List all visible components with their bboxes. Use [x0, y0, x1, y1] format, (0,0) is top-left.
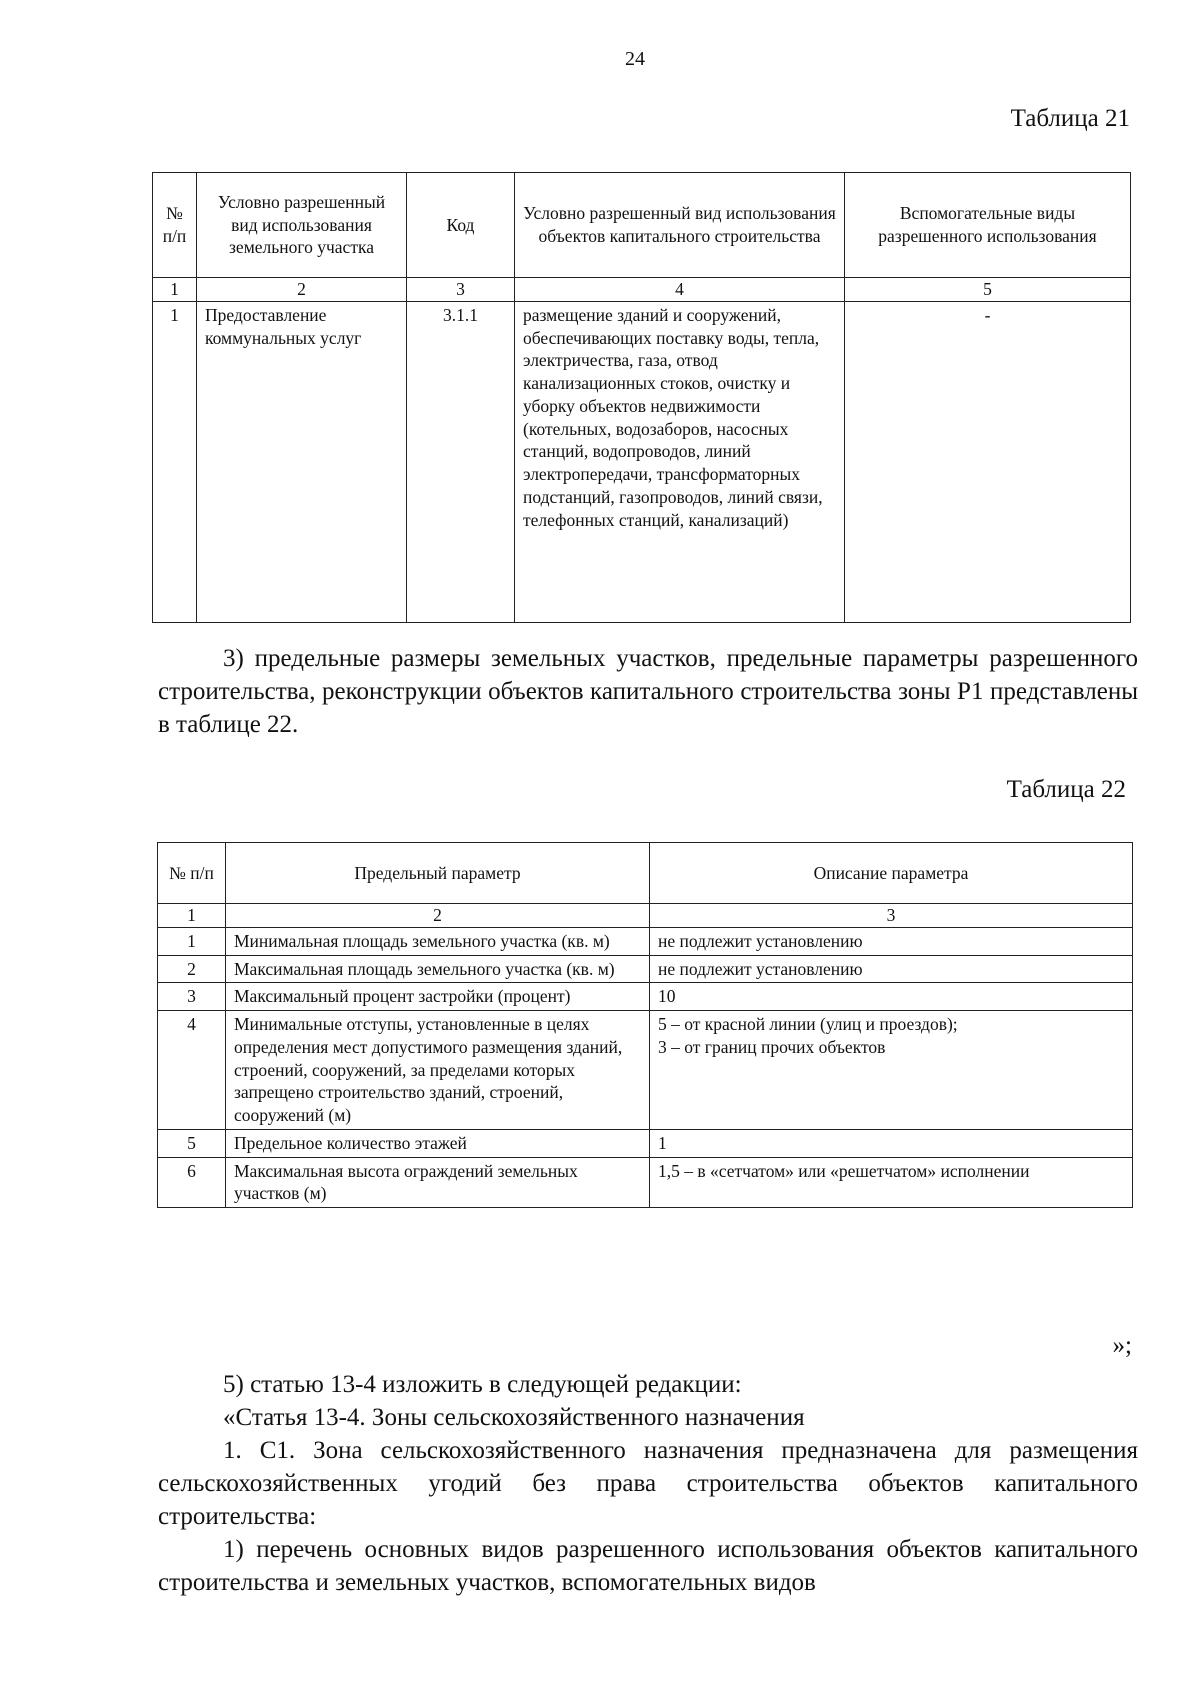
closing-quote: »; — [1112, 1332, 1132, 1359]
land-use-cell: Предоставление коммунальных услуг — [197, 301, 407, 622]
paragraph-article-statement: 5) статью 13-4 изложить в следующей редакции: — [223, 1371, 742, 1398]
table-row — [158, 927, 1133, 955]
column-number: 5 — [845, 278, 1131, 302]
paragraph-zone-limits: 3) предельные размеры земельных участков, предельные параметры разрешенного строительства, реконструкции объектов капитального строительства зоны Р1 представлены в таблице 22. — [158, 645, 1138, 738]
code-cell: 3.1.1 — [407, 301, 515, 622]
desc-cell: 1,5 – в «сетчатом» или «решетчатом» исполнении — [650, 1157, 1133, 1208]
column-number: 4 — [515, 278, 845, 302]
header-cell: Условно разрешенный вид использования земельного участка — [197, 173, 407, 278]
table-row — [158, 1129, 1133, 1157]
desc-cell: не подлежит установлению — [650, 927, 1133, 955]
table-header-row — [158, 843, 1133, 904]
param-cell: Минимальная площадь земельного участка (кв. м) — [226, 927, 650, 955]
capital-use-cell: размещение зданий и сооружений, обеспечивающих поставку воды, тепла, электричества, газа, отвод канализационных стоков, очистку и уборку объектов недвижимости (котельных, водозаборов, насосных станций, водопроводов, линий электропередачи, трансформаторных подстанций, газопроводов, линий связи, телефонных станций, канализаций) — [515, 301, 845, 622]
row-number: 2 — [158, 955, 226, 983]
column-number: 1 — [158, 904, 226, 928]
desc-cell — [650, 1011, 1133, 1130]
param-cell: Предельное количество этажей — [226, 1129, 650, 1157]
header-cell: Предельный параметр — [226, 843, 650, 904]
header-cell: Условно разрешенный вид использования объектов капитального строительства — [515, 173, 845, 278]
row-number: 3 — [158, 983, 226, 1011]
paragraph-zone-c1: 1. С1. Зона сельскохозяйственного назначения предназначена для размещения сельскохозяйственных угодий без права строительства объектов капитального строительства: — [158, 1437, 1138, 1530]
paragraph-article-title: «Статья 13-4. Зоны сельскохозяйственного назначения — [223, 1404, 805, 1431]
auxiliary-cell: - — [845, 301, 1131, 622]
paragraph-permitted-uses: 1) перечень основных видов разрешенного использования объектов капитального строительства и земельных участков, вспомогательных видов — [158, 1536, 1138, 1596]
table-row — [158, 955, 1133, 983]
column-number: 3 — [407, 278, 515, 302]
param-cell: Максимальная высота ограждений земельных участков (м) — [226, 1157, 650, 1208]
page-number: 24 — [625, 48, 645, 70]
column-number-row — [153, 278, 1131, 302]
row-number: 4 — [158, 1011, 226, 1130]
table-21-caption: Таблица 21 — [1010, 105, 1130, 132]
header-cell: № п/п — [153, 173, 197, 278]
desc-cell: 10 — [650, 983, 1133, 1011]
table-22 — [157, 842, 1133, 1208]
header-cell: Описание параметра — [650, 843, 1133, 904]
column-number-row — [158, 904, 1133, 928]
header-cell: Код — [407, 173, 515, 278]
table-row — [158, 983, 1133, 1011]
desc-cell: 1 — [650, 1129, 1133, 1157]
row-number: 1 — [158, 927, 226, 955]
table-22-caption: Таблица 22 — [1006, 776, 1126, 803]
header-cell: № п/п — [158, 843, 226, 904]
table-21 — [152, 172, 1131, 623]
header-cell: Вспомогательные виды разрешенного использования — [845, 173, 1131, 278]
desc-cell: не подлежит установлению — [650, 955, 1133, 983]
table-row — [153, 301, 1131, 622]
column-number: 2 — [226, 904, 650, 928]
row-number: 6 — [158, 1157, 226, 1208]
desc-line: 3 – от границ прочих объектов — [658, 1036, 886, 1057]
param-cell: Максимальная площадь земельного участка (кв. м) — [226, 955, 650, 983]
column-number: 3 — [650, 904, 1133, 928]
column-number: 1 — [153, 278, 197, 302]
row-number: 5 — [158, 1129, 226, 1157]
param-cell: Максимальный процент застройки (процент) — [226, 983, 650, 1011]
row-number: 1 — [153, 301, 197, 622]
table-header-row — [153, 173, 1131, 278]
param-cell: Минимальные отступы, установленные в целях определения мест допустимого размещения зданий, строений, сооружений, за пределами которых запрещено строительство зданий, строений, сооружений (м) — [226, 1011, 650, 1130]
desc-line: 5 – от красной линии (улиц и проездов); — [658, 1014, 958, 1034]
table-row — [158, 1011, 1133, 1130]
table-row — [158, 1157, 1133, 1208]
column-number: 2 — [197, 278, 407, 302]
